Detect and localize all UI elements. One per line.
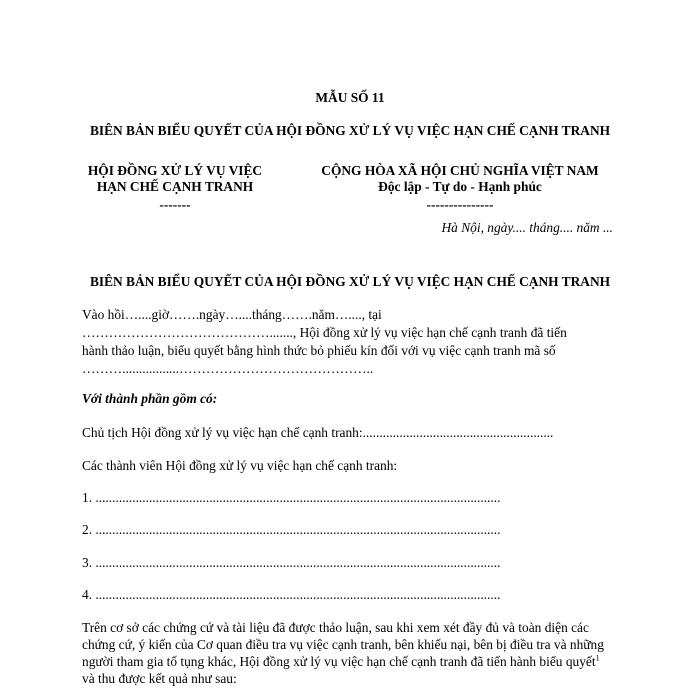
national-rule: --------------- (426, 197, 494, 212)
issuer-name-line2: HẠN CHẾ CẠNH TRANH (96, 179, 254, 194)
member-line-4: 4. ......................................................................................................................... (82, 587, 501, 602)
member-line-3: 3. ......................................................................................................................... (82, 555, 501, 570)
member-line-1: 1. ......................................................................................................................... (82, 490, 501, 505)
intro-line-2: ……………………………………......., Hội đồng xử lý vụ việc hạn chế cạnh tranh đã tiến (82, 325, 567, 340)
issuer-rule: ------- (159, 197, 191, 212)
national-title: CỘNG HÒA XÃ HỘI CHỦ NGHĨA VIỆT NAM (321, 163, 599, 178)
issuer-name-line1: HỘI ĐỒNG XỬ LÝ VỤ VIỆC (87, 163, 263, 178)
conclusion-line-1: Trên cơ sở các chứng cứ và tài liệu đã được thảo luận, sau khi xem xét đầy đủ và toàn diện các (82, 620, 589, 635)
conclusion-line-3 (82, 654, 600, 670)
form-title: BIÊN BẢN BIỂU QUYẾT CỦA HỘI ĐỒNG XỬ LÝ VỤ VIỆC HẠN CHẾ CẠNH TRANH (89, 123, 611, 138)
intro-line-3: hành thảo luận, biểu quyết bằng hình thức bỏ phiếu kín đối với vụ việc cạnh tranh mã số (82, 343, 556, 358)
form-number: MẪU SỐ 11 (315, 90, 385, 105)
conclusion-line-3-text: người tham gia tố tụng khác, Hội đồng xử lý vụ việc hạn chế cạnh tranh đã tiến hành biểu quyết (82, 654, 596, 669)
footnote-mark: 1 (595, 653, 600, 663)
intro-line-1: Vào hồi…....giờ…….ngày…....tháng…….năm…...., tại (82, 307, 382, 322)
conclusion-line-2: chứng cứ, ý kiến của Cơ quan điều tra vụ việc cạnh tranh, bên khiếu nại, bên bị điều tra và những (82, 637, 604, 652)
member-line-2: 2. ......................................................................................................................... (82, 522, 501, 537)
conclusion-line-4: và thu được kết quả như sau: (82, 671, 237, 686)
document-title: BIÊN BẢN BIỂU QUYẾT CỦA HỘI ĐỒNG XỬ LÝ VỤ VIỆC HẠN CHẾ CẠNH TRANH (89, 274, 611, 289)
national-motto: Độc lập - Tự do - Hạnh phúc (378, 179, 542, 194)
place-date: Hà Nội, ngày.... tháng.... năm ... (441, 220, 613, 235)
composition-heading: Với thành phần gồm có: (82, 391, 218, 406)
members-heading: Các thành viên Hội đồng xử lý vụ việc hạn chế cạnh tranh: (82, 458, 398, 473)
intro-line-4: ……….................…………………………………….. (82, 361, 374, 376)
chairman-line: Chủ tịch Hội đồng xử lý vụ việc hạn chế cạnh tranh:......................................................... (82, 425, 554, 440)
